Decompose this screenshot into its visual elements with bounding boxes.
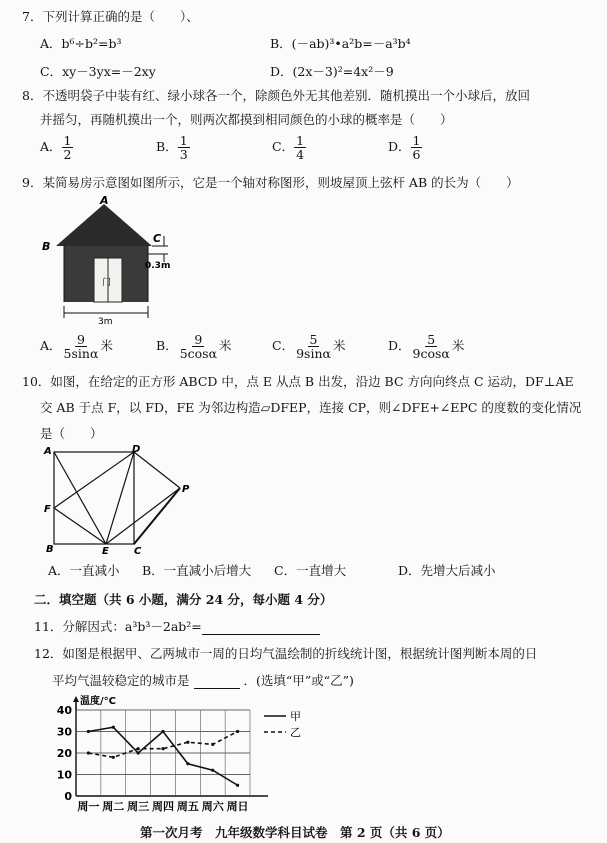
x-tick-6: 周日 bbox=[226, 800, 249, 813]
page-footer: 第一次月考 九年级数学科目试卷 第 2 页（共 6 页） bbox=[140, 825, 450, 840]
x-tick-0: 周一 bbox=[77, 800, 100, 813]
q10-stem-line3: 是（ ） bbox=[40, 426, 103, 441]
house-figure bbox=[38, 196, 188, 326]
q9-stem: 9．某简易房示意图如图所示，它是一个轴对称图形，则坡屋顶上弦杆 AB 的长为（ ） bbox=[22, 175, 519, 190]
house-dim-overhang: 0.3m bbox=[145, 261, 171, 271]
series-0-point-4 bbox=[186, 762, 189, 765]
series-1-point-3 bbox=[161, 747, 164, 750]
x-tick-4: 周五 bbox=[176, 800, 199, 813]
q8-option-c: C． $\frac{1}{4}$ bbox=[272, 133, 305, 163]
q10-option-a: A．一直减小 bbox=[48, 563, 120, 578]
y-tick-20: 20 bbox=[56, 747, 72, 760]
q8-option-b: B． $\frac{1}{3}$ bbox=[156, 133, 188, 163]
q10-stem-line2: 交 AB 于点 F，以 FD，FE 为邻边构造▱DFEP，连接 CP，则∠DFE+∠EPC 的度数的变化情况 bbox=[40, 400, 582, 415]
square-label-d: D bbox=[132, 444, 141, 455]
q9-option-a: A． $\frac{9}{5\sin\alpha}$ 米 bbox=[40, 332, 113, 362]
series-0-point-3 bbox=[161, 730, 164, 733]
q10-option-c: C．一直增大 bbox=[274, 563, 347, 578]
q10-option-b: B．一直减小后增大 bbox=[142, 563, 252, 578]
x-tick-2: 周三 bbox=[127, 800, 150, 813]
square-label-c: C bbox=[134, 546, 142, 557]
series-1-point-4 bbox=[186, 741, 189, 744]
house-roof bbox=[56, 204, 152, 246]
series-1-point-2 bbox=[137, 747, 140, 750]
q7-stem: 7．下列计算正确的是（ ）、 bbox=[22, 9, 199, 24]
q9-option-c: C． $\frac{5}{9\sin\alpha}$ 米 bbox=[272, 332, 346, 362]
q10-stem-line1: 10．如图，在给定的正方形 ABCD 中，点 E 从点 B 出发，沿边 BC 方向向终点 C 运动，DF⊥AE bbox=[22, 374, 574, 389]
series-1-point-6 bbox=[236, 730, 239, 733]
square-label-b: B bbox=[46, 544, 54, 555]
series-1-point-0 bbox=[87, 751, 90, 754]
square-label-a: A bbox=[44, 446, 52, 457]
q7-option-a: A．b⁶÷b²=b³ bbox=[40, 36, 122, 51]
y-axis-label: 温度/°C bbox=[80, 696, 116, 707]
legend-label-1: 乙 bbox=[290, 726, 301, 739]
square-abcd bbox=[54, 452, 134, 544]
q8-stem-line1: 8．不透明袋子中装有红、绿小球各一个，除颜色外无其他差别．随机摸出一个小球后，放回 bbox=[22, 88, 530, 103]
square-label-p: P bbox=[182, 484, 190, 495]
x-tick-1: 周二 bbox=[102, 800, 125, 813]
y-tick-30: 30 bbox=[56, 725, 72, 739]
section-2-heading: 二．填空题（共 6 小题，满分 24 分，每小题 4 分） bbox=[34, 592, 333, 607]
q7-option-d: D．(2x－3)²=4x²－9 bbox=[270, 64, 394, 79]
q8-option-d: D． $\frac{1}{6}$ bbox=[388, 133, 421, 163]
q11-answer-blank[interactable] bbox=[202, 620, 320, 635]
house-label-b: B bbox=[42, 240, 51, 253]
q12-stem-line2: 平均气温较稳定的城市是 ．(选填“甲”或“乙”) bbox=[52, 673, 354, 688]
q10-option-d: D．先增大后减小 bbox=[398, 563, 496, 578]
house-door-label: 门 bbox=[102, 278, 112, 288]
q9-option-b: B． $\frac{9}{5\cos\alpha}$ 米 bbox=[156, 332, 232, 362]
square-figure bbox=[40, 444, 200, 558]
house-dim-width: 3m bbox=[98, 317, 113, 326]
q8-stem-line2: 并摇匀，再随机摸出一个，则两次都摸到相同颜色的小球的概率是（ ） bbox=[40, 112, 453, 127]
legend-label-0: 甲 bbox=[290, 710, 301, 723]
y-tick-10: 10 bbox=[56, 768, 72, 782]
y-tick-40: 40 bbox=[56, 704, 72, 717]
series-0-point-2 bbox=[137, 751, 140, 754]
square-label-e: E bbox=[102, 546, 109, 557]
q12-answer-blank[interactable] bbox=[194, 674, 240, 689]
q7-option-c: C．xy－3yx=－2xy bbox=[40, 64, 156, 79]
q9-option-d: D． $\frac{5}{9\cos\alpha}$ 米 bbox=[388, 332, 465, 362]
q8-option-a: A． $\frac{1}{2}$ bbox=[40, 133, 72, 163]
house-label-a: A bbox=[100, 196, 109, 207]
house-label-c: C bbox=[153, 232, 162, 245]
series-0-point-6 bbox=[236, 784, 239, 787]
temperature-line-chart bbox=[50, 694, 320, 816]
series-0-point-0 bbox=[87, 730, 90, 733]
q7-option-b: B．(－ab)³•a²b=－a³b⁴ bbox=[270, 36, 411, 51]
x-tick-3: 周四 bbox=[152, 800, 174, 813]
square-label-f: F bbox=[44, 504, 51, 515]
series-0-point-5 bbox=[211, 769, 214, 772]
series-1-point-1 bbox=[112, 756, 115, 759]
y-axis-arrow bbox=[73, 696, 79, 702]
series-0-point-1 bbox=[112, 726, 115, 729]
x-tick-5: 周六 bbox=[201, 800, 224, 813]
series-line-1 bbox=[88, 732, 237, 758]
q12-stem-line1: 12．如图是根据甲、乙两城市一周的日均气温绘制的折线统计图，根据统计图判断本周的日 bbox=[34, 646, 538, 661]
series-1-point-5 bbox=[211, 743, 214, 746]
q11-stem: 11．分解因式：a³b³－2ab²= bbox=[34, 617, 320, 635]
y-tick-0: 0 bbox=[64, 790, 72, 803]
